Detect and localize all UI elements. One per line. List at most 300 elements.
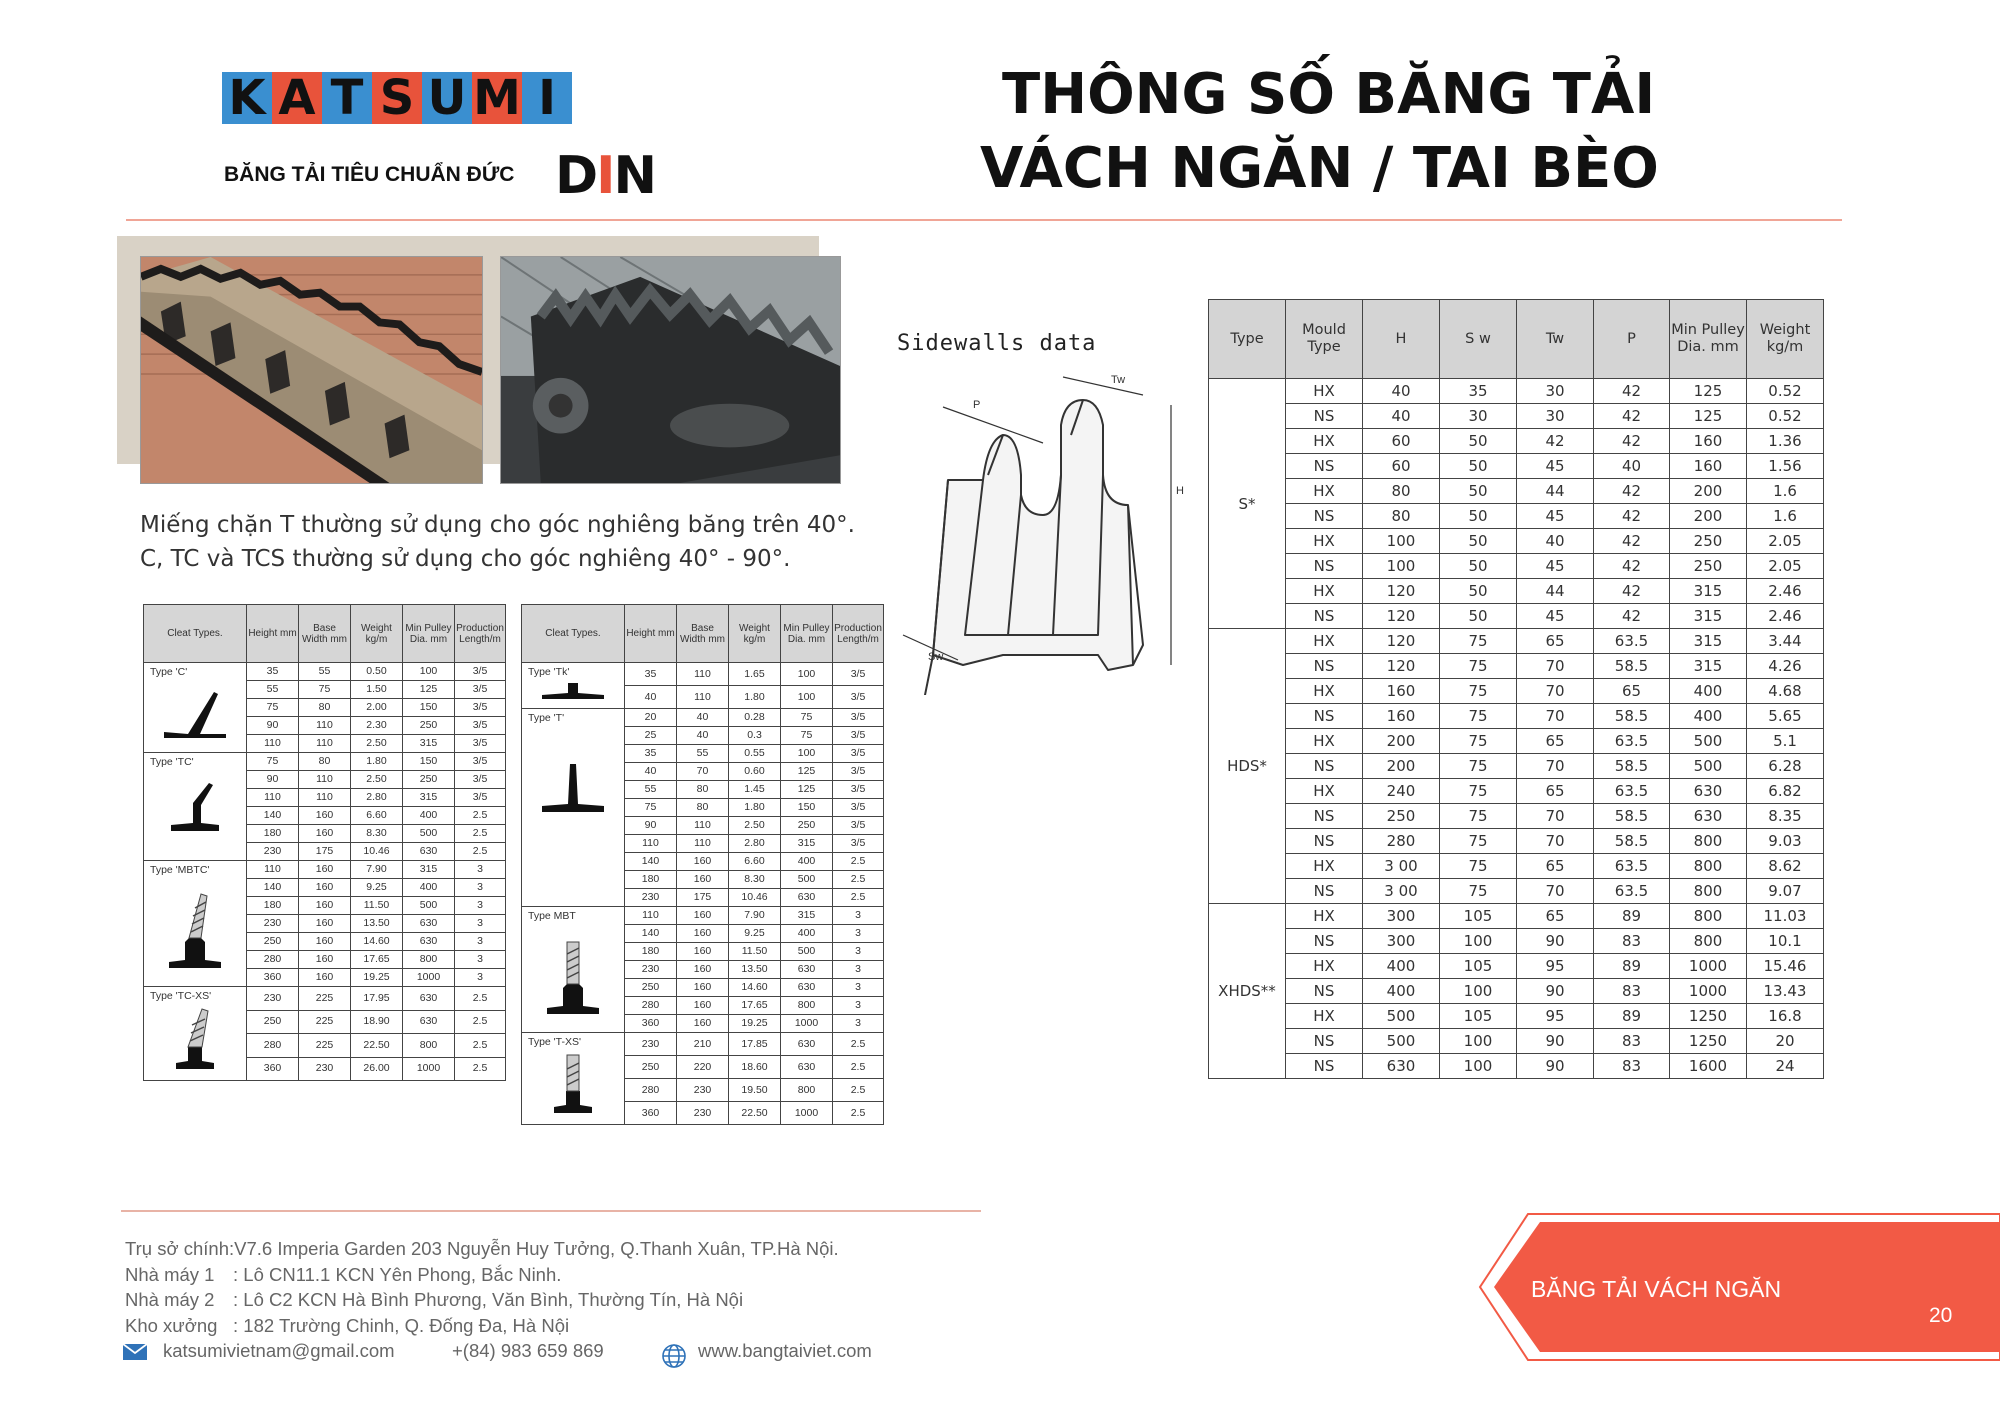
- sidewall-cell: 100: [1440, 1054, 1517, 1079]
- sidewall-cell: 120: [1363, 579, 1440, 604]
- cleat-header-cell: Base Width mm: [677, 605, 729, 663]
- table-row: [522, 709, 884, 727]
- cleat-cell: 220: [677, 1056, 729, 1079]
- sidewall-cell: 315: [1670, 579, 1747, 604]
- cleat-cell: 14.60: [729, 979, 781, 997]
- cleat-cell: 19.25: [351, 969, 403, 987]
- table-row: [1209, 879, 1824, 904]
- sidewall-cell: 58.5: [1594, 754, 1670, 779]
- cleat-cell: 110: [677, 835, 729, 853]
- sidewall-cell: 63.5: [1594, 729, 1670, 754]
- cleat-cell: 110: [299, 717, 351, 735]
- sidewall-cell: 42: [1517, 429, 1594, 454]
- sidewall-type-cell: XHDS**: [1209, 904, 1286, 1079]
- cleat-tk-icon: [528, 681, 618, 705]
- cleat-cell: 160: [677, 925, 729, 943]
- cleat-cell: 160: [677, 979, 729, 997]
- cleat-mbtc-icon: [150, 892, 240, 976]
- email-link[interactable]: katsumivietnam@gmail.com: [163, 1340, 395, 1361]
- cleat-cell: 35: [625, 663, 677, 686]
- logo-letter: A: [272, 72, 322, 124]
- cleat-cell: 180: [247, 825, 299, 843]
- sidewall-cell: 45: [1517, 604, 1594, 629]
- sidewall-cell: 105: [1440, 1004, 1517, 1029]
- tagline: BĂNG TẢI TIÊU CHUẨN ĐỨC: [224, 163, 515, 186]
- sidewall-cell: 1.6: [1747, 479, 1824, 504]
- cleat-cell: 250: [247, 1010, 299, 1034]
- sidewall-cell: 75: [1440, 629, 1517, 654]
- sidewall-cell: 75: [1440, 654, 1517, 679]
- sidewall-cell: 160: [1670, 454, 1747, 479]
- sidewall-cell: 6.82: [1747, 779, 1824, 804]
- cleat-header-cell: Base Width mm: [299, 605, 351, 663]
- sidewall-cell: 70: [1517, 829, 1594, 854]
- cleat-cell: 19.50: [729, 1079, 781, 1102]
- sidewall-cell: 800: [1670, 904, 1747, 929]
- cleat-cell: 110: [247, 735, 299, 753]
- cleat-cell: 630: [403, 843, 455, 861]
- logo-letter: S: [372, 72, 422, 124]
- table-row: [1209, 1004, 1824, 1029]
- cleat-cell: 1.80: [729, 686, 781, 709]
- sidewall-cell: 42: [1594, 404, 1670, 429]
- sidewall-cell: 89: [1594, 904, 1670, 929]
- table-row: [1209, 529, 1824, 554]
- cleat-cell: 140: [247, 807, 299, 825]
- cleat-type-label: Type 'Tk': [528, 666, 570, 678]
- cleat-cell: 140: [625, 925, 677, 943]
- cleat-cell: 630: [781, 889, 833, 907]
- cleat-cell: 360: [247, 969, 299, 987]
- sidewall-cell: 50: [1440, 479, 1517, 504]
- sidewall-cell: 42: [1594, 604, 1670, 629]
- sidewall-cell: HX: [1286, 679, 1363, 704]
- cleat-type-cell: [144, 987, 247, 1081]
- usage-line-1: Miếng chặn T thường sử dụng cho góc nghiêng băng trên 40°.: [140, 512, 855, 538]
- cleat-cell: 3: [455, 969, 506, 987]
- sidewall-cell: 300: [1363, 929, 1440, 954]
- globe-icon: [661, 1343, 687, 1369]
- sidewall-cell: 800: [1670, 829, 1747, 854]
- cleat-cell: 6.60: [351, 807, 403, 825]
- cleat-type-cell: [522, 663, 625, 709]
- cleat-cell: 360: [625, 1102, 677, 1125]
- sidewall-cell: 42: [1594, 429, 1670, 454]
- sidewall-cell: 200: [1670, 479, 1747, 504]
- cleat-type-cell: [144, 753, 247, 861]
- sidewall-cell: 70: [1517, 804, 1594, 829]
- sidewall-cell: 100: [1363, 554, 1440, 579]
- sidewall-type-cell: HDS*: [1209, 629, 1286, 904]
- cleat-cell: 11.50: [729, 943, 781, 961]
- cleat-cell: 3/5: [833, 781, 884, 799]
- sidewall-cell: NS: [1286, 1054, 1363, 1079]
- sidewall-table: [1208, 299, 1824, 1079]
- cleat-header-cell: Cleat Types.: [144, 605, 247, 663]
- cleat-header-cell: Production Length/m: [455, 605, 506, 663]
- table-row: [1209, 904, 1824, 929]
- sidewall-cell: 250: [1670, 529, 1747, 554]
- cleat-cell: 1.80: [351, 753, 403, 771]
- cleat-cell: 160: [299, 915, 351, 933]
- sidewall-cell: 1.6: [1747, 504, 1824, 529]
- page-title: [980, 58, 1680, 206]
- cleat-cell: 17.65: [729, 997, 781, 1015]
- sidewalls-data-label: Sidewalls data: [897, 331, 1097, 356]
- cleat-cell: 230: [625, 1033, 677, 1056]
- sidewall-cell: 280: [1363, 829, 1440, 854]
- cleat-cell: 0.55: [729, 745, 781, 763]
- sidewall-cell: 800: [1670, 929, 1747, 954]
- cleat-cell: 2.5: [455, 825, 506, 843]
- cleat-cell: 400: [403, 879, 455, 897]
- sidewall-cell: 80: [1363, 504, 1440, 529]
- cleat-cell: 17.95: [351, 987, 403, 1011]
- sidewall-cell: NS: [1286, 804, 1363, 829]
- cleat-cell: 3/5: [833, 686, 884, 709]
- sidewall-cell: HX: [1286, 629, 1363, 654]
- din-logo: [555, 146, 655, 206]
- table-row: [1209, 979, 1824, 1004]
- cleat-type-label: Type 'TC-XS': [150, 990, 212, 1002]
- sidewall-cell: 80: [1363, 479, 1440, 504]
- sidewall-cell: 5.1: [1747, 729, 1824, 754]
- sidewall-cell: 9.07: [1747, 879, 1824, 904]
- cleat-cell: 0.28: [729, 709, 781, 727]
- sidewall-cell: 100: [1440, 929, 1517, 954]
- sidewall-cell: NS: [1286, 1029, 1363, 1054]
- cleat-cell: 160: [299, 879, 351, 897]
- cleat-cell: 2.50: [351, 771, 403, 789]
- cleat-cell: 3/5: [833, 727, 884, 745]
- sidewall-cell: 63.5: [1594, 629, 1670, 654]
- cleat-cell: 2.5: [833, 1102, 884, 1125]
- cleat-cell: 20: [625, 709, 677, 727]
- cleat-cell: 90: [247, 717, 299, 735]
- cleat-cell: 3: [455, 933, 506, 951]
- sidewall-cell: 30: [1517, 404, 1594, 429]
- sidewall-cell: 11.03: [1747, 904, 1824, 929]
- cleat-cell: 1000: [403, 1057, 455, 1081]
- sidewall-cell: 200: [1670, 504, 1747, 529]
- cleat-cell: 150: [403, 699, 455, 717]
- cleat-cell: 140: [625, 853, 677, 871]
- cleat-cell: 1.45: [729, 781, 781, 799]
- sidewall-cell: 42: [1594, 554, 1670, 579]
- sidewall-cell: 42: [1594, 504, 1670, 529]
- cleat-cell: 2.5: [455, 843, 506, 861]
- sidewall-cell: 65: [1517, 904, 1594, 929]
- logo-letter: U: [422, 72, 472, 124]
- cleat-type-label: Type 'TC': [150, 756, 194, 768]
- sidewall-cell: 1250: [1670, 1004, 1747, 1029]
- cleat-cell: 3/5: [833, 763, 884, 781]
- sidewall-cell: 1600: [1670, 1054, 1747, 1079]
- table-row: [1209, 704, 1824, 729]
- sidewall-cell: 1000: [1670, 979, 1747, 1004]
- cleat-cell: 0.60: [729, 763, 781, 781]
- sidewall-cell: 5.65: [1747, 704, 1824, 729]
- sidewall-cell: 40: [1363, 404, 1440, 429]
- cleat-cell: 125: [403, 681, 455, 699]
- cleat-cell: 180: [247, 897, 299, 915]
- sidewall-cell: 58.5: [1594, 829, 1670, 854]
- cleat-cell: 630: [781, 961, 833, 979]
- cleat-cell: 6.60: [729, 853, 781, 871]
- sidewall-cell: 89: [1594, 1004, 1670, 1029]
- cleat-cell: 40: [677, 709, 729, 727]
- cleat-cell: 70: [677, 763, 729, 781]
- sidewall-cell: 50: [1440, 429, 1517, 454]
- sidewall-cell: 315: [1670, 604, 1747, 629]
- cleat-type-label: Type 'T': [528, 712, 565, 724]
- cleat-header-cell: Height mm: [247, 605, 299, 663]
- cleat-cell: 110: [625, 835, 677, 853]
- sidewall-cell: 105: [1440, 954, 1517, 979]
- sidewall-type-cell: S*: [1209, 379, 1286, 629]
- sidewall-cell: 400: [1363, 979, 1440, 1004]
- cleat-cell: 150: [781, 799, 833, 817]
- table-row: [1209, 429, 1824, 454]
- sidewall-cell: 120: [1363, 629, 1440, 654]
- cleat-cell: 3/5: [455, 663, 506, 681]
- sidewall-cell: HX: [1286, 429, 1363, 454]
- cleat-cell: 17.85: [729, 1033, 781, 1056]
- cleat-type-cell: [144, 861, 247, 987]
- sidewall-cell: HX: [1286, 729, 1363, 754]
- cleat-cell: 75: [781, 709, 833, 727]
- cleat-c-icon: [150, 684, 240, 746]
- sidewall-cell: 75: [1440, 779, 1517, 804]
- cleat-cell: 25: [625, 727, 677, 745]
- sidewall-cell: 2.05: [1747, 529, 1824, 554]
- cleat-cell: 500: [781, 943, 833, 961]
- cleat-cell: 160: [299, 897, 351, 915]
- sidewall-cell: 160: [1670, 429, 1747, 454]
- sidewall-cell: 9.03: [1747, 829, 1824, 854]
- sidewall-cell: 6.28: [1747, 754, 1824, 779]
- footer-divider: [121, 1210, 981, 1212]
- sidewall-cell: 120: [1363, 604, 1440, 629]
- sidewall-cell: 100: [1440, 979, 1517, 1004]
- cleat-header-cell: Production Length/m: [833, 605, 884, 663]
- table-row: [144, 987, 506, 1011]
- sidewall-cell: 2.46: [1747, 579, 1824, 604]
- cleat-type-cell: [522, 907, 625, 1033]
- cleat-cell: 75: [247, 699, 299, 717]
- cleat-cell: 150: [403, 753, 455, 771]
- sidewall-cell: 315: [1670, 629, 1747, 654]
- sidewall-cell: 630: [1363, 1054, 1440, 1079]
- cleat-cell: 160: [677, 961, 729, 979]
- cleat-cell: 230: [247, 987, 299, 1011]
- sidewall-cell: 58.5: [1594, 804, 1670, 829]
- cleat-cell: 110: [247, 861, 299, 879]
- cleat-type-label: Type 'C': [150, 666, 188, 678]
- cleat-cell: 26.00: [351, 1057, 403, 1081]
- sidewall-cell: 35: [1440, 379, 1517, 404]
- cleat-cell: 3/5: [455, 771, 506, 789]
- cleat-cell: 2.5: [455, 987, 506, 1011]
- cleat-cell: 3: [833, 961, 884, 979]
- cleat-cell: 10.46: [729, 889, 781, 907]
- usage-description: [140, 508, 855, 576]
- cleat-cell: 2.80: [729, 835, 781, 853]
- cleat-cell: 19.25: [729, 1015, 781, 1033]
- cleat-cell: 1000: [781, 1015, 833, 1033]
- cleat-cell: 160: [677, 943, 729, 961]
- table-row: [522, 1033, 884, 1056]
- sidewall-cell: 50: [1440, 579, 1517, 604]
- cleat-cell: 160: [299, 825, 351, 843]
- cleat-t-icon: [528, 760, 618, 820]
- table-row: [1209, 554, 1824, 579]
- sidewall-cell: 70: [1517, 679, 1594, 704]
- table-row: [144, 753, 506, 771]
- cleat-cell: 110: [247, 789, 299, 807]
- cleat-cell: 250: [625, 979, 677, 997]
- sidewall-cell: 8.35: [1747, 804, 1824, 829]
- cleat-cell: 1.65: [729, 663, 781, 686]
- sidewall-cell: NS: [1286, 929, 1363, 954]
- address-hq: [125, 1236, 839, 1262]
- table-row: [1209, 379, 1824, 404]
- sidewall-cell: 65: [1517, 854, 1594, 879]
- cleat-cell: 160: [677, 871, 729, 889]
- conveyor-photo-1: [140, 256, 483, 484]
- sidewall-cell: 89: [1594, 954, 1670, 979]
- cleat-cell: 55: [299, 663, 351, 681]
- sidewall-cell: 400: [1670, 679, 1747, 704]
- sidewall-cell: 75: [1440, 679, 1517, 704]
- sidewall-cell: 500: [1363, 1029, 1440, 1054]
- sidewall-cell: 90: [1517, 1029, 1594, 1054]
- website-link[interactable]: www.bangtaiviet.com: [698, 1340, 872, 1361]
- table-row: [1209, 779, 1824, 804]
- cleat-cell: 3/5: [455, 717, 506, 735]
- sidewall-cell: 125: [1670, 404, 1747, 429]
- cleat-cell: 250: [403, 771, 455, 789]
- sidewall-cell: 63.5: [1594, 854, 1670, 879]
- cleat-cell: 630: [403, 987, 455, 1011]
- sidewall-cell: NS: [1286, 504, 1363, 529]
- sidewall-cell: NS: [1286, 704, 1363, 729]
- cleat-cell: 110: [677, 817, 729, 835]
- sidewall-cell: HX: [1286, 579, 1363, 604]
- cleat-table-right: [521, 604, 884, 1125]
- sidewall-cell: 65: [1517, 629, 1594, 654]
- sidewall-cell: 40: [1363, 379, 1440, 404]
- cleat-cell: 800: [781, 1079, 833, 1102]
- sidewall-cell: 200: [1363, 754, 1440, 779]
- katsumi-logo: [222, 72, 572, 124]
- sidewall-cell: 83: [1594, 979, 1670, 1004]
- sidewall-cell: 65: [1594, 679, 1670, 704]
- cleat-cell: 75: [781, 727, 833, 745]
- address-workshop: [125, 1313, 839, 1339]
- table-row: [1209, 454, 1824, 479]
- sidewall-cell: 83: [1594, 1054, 1670, 1079]
- cleat-cell: 630: [403, 933, 455, 951]
- table-row: [144, 663, 506, 681]
- cleat-cell: 3/5: [833, 663, 884, 686]
- sidewall-header-cell: Min Pulley Dia. mm: [1670, 300, 1747, 379]
- sidewall-cell: HX: [1286, 1004, 1363, 1029]
- cleat-cell: 225: [299, 1034, 351, 1058]
- sidewall-cell: 2.46: [1747, 604, 1824, 629]
- sidewall-cell: NS: [1286, 879, 1363, 904]
- sidewall-cell: NS: [1286, 554, 1363, 579]
- cleat-cell: 630: [781, 1033, 833, 1056]
- sidewall-cell: HX: [1286, 379, 1363, 404]
- sidewall-cell: HX: [1286, 779, 1363, 804]
- cleat-cell: 280: [625, 997, 677, 1015]
- cleat-cell: 3/5: [833, 817, 884, 835]
- table-row: [1209, 1029, 1824, 1054]
- logo-letter: K: [222, 72, 272, 124]
- cleat-cell: 230: [299, 1057, 351, 1081]
- sidewall-cell: 4.68: [1747, 679, 1824, 704]
- cleat-type-cell: [522, 1033, 625, 1125]
- sidewall-cell: 83: [1594, 1029, 1670, 1054]
- cleat-cell: 175: [299, 843, 351, 861]
- cleat-cell: 13.50: [351, 915, 403, 933]
- cleat-cell: 315: [403, 789, 455, 807]
- cleat-cell: 160: [299, 807, 351, 825]
- cleat-cell: 230: [247, 843, 299, 861]
- sidewall-cell: NS: [1286, 979, 1363, 1004]
- cleat-cell: 360: [625, 1015, 677, 1033]
- sidewall-cell: 1.36: [1747, 429, 1824, 454]
- cleat-cell: 7.90: [351, 861, 403, 879]
- sidewall-cell: 60: [1363, 454, 1440, 479]
- cleat-cell: 125: [781, 763, 833, 781]
- cleat-cell: 80: [677, 799, 729, 817]
- cleat-cell: 100: [781, 686, 833, 709]
- sidewall-cell: 50: [1440, 604, 1517, 629]
- sidewall-cell: 400: [1670, 704, 1747, 729]
- cleat-cell: 500: [403, 897, 455, 915]
- sidewall-cell: 42: [1594, 529, 1670, 554]
- cleat-cell: 80: [299, 753, 351, 771]
- sidewall-cell: 800: [1670, 854, 1747, 879]
- cleat-cell: 35: [247, 663, 299, 681]
- table-row: [1209, 929, 1824, 954]
- sidewall-cell: 63.5: [1594, 879, 1670, 904]
- cleat-cell: 2.5: [833, 1079, 884, 1102]
- cleat-cell: 125: [781, 781, 833, 799]
- sidewall-cell: 500: [1363, 1004, 1440, 1029]
- sidewall-cell: 1000: [1670, 954, 1747, 979]
- table-row: [1209, 729, 1824, 754]
- sidewall-cell: 95: [1517, 1004, 1594, 1029]
- cleat-cell: 40: [625, 763, 677, 781]
- table-row: [1209, 579, 1824, 604]
- cleat-cell: 2.00: [351, 699, 403, 717]
- sidewall-cell: 15.46: [1747, 954, 1824, 979]
- cleat-cell: 160: [299, 861, 351, 879]
- sidewall-cell: NS: [1286, 604, 1363, 629]
- sidewall-cell: 250: [1670, 554, 1747, 579]
- cleat-cell: 160: [677, 853, 729, 871]
- cleat-cell: 250: [781, 817, 833, 835]
- sidewall-cell: 400: [1363, 954, 1440, 979]
- address-hq-value: V7.6 Imperia Garden 203 Nguyễn Huy Tưởng, Q.Thanh Xuân, TP.Hà Nội.: [234, 1238, 839, 1259]
- sidewall-cell: 75: [1440, 879, 1517, 904]
- din-letter-d: D: [555, 146, 597, 206]
- sidewall-cell: 44: [1517, 579, 1594, 604]
- sidewall-cell: HX: [1286, 854, 1363, 879]
